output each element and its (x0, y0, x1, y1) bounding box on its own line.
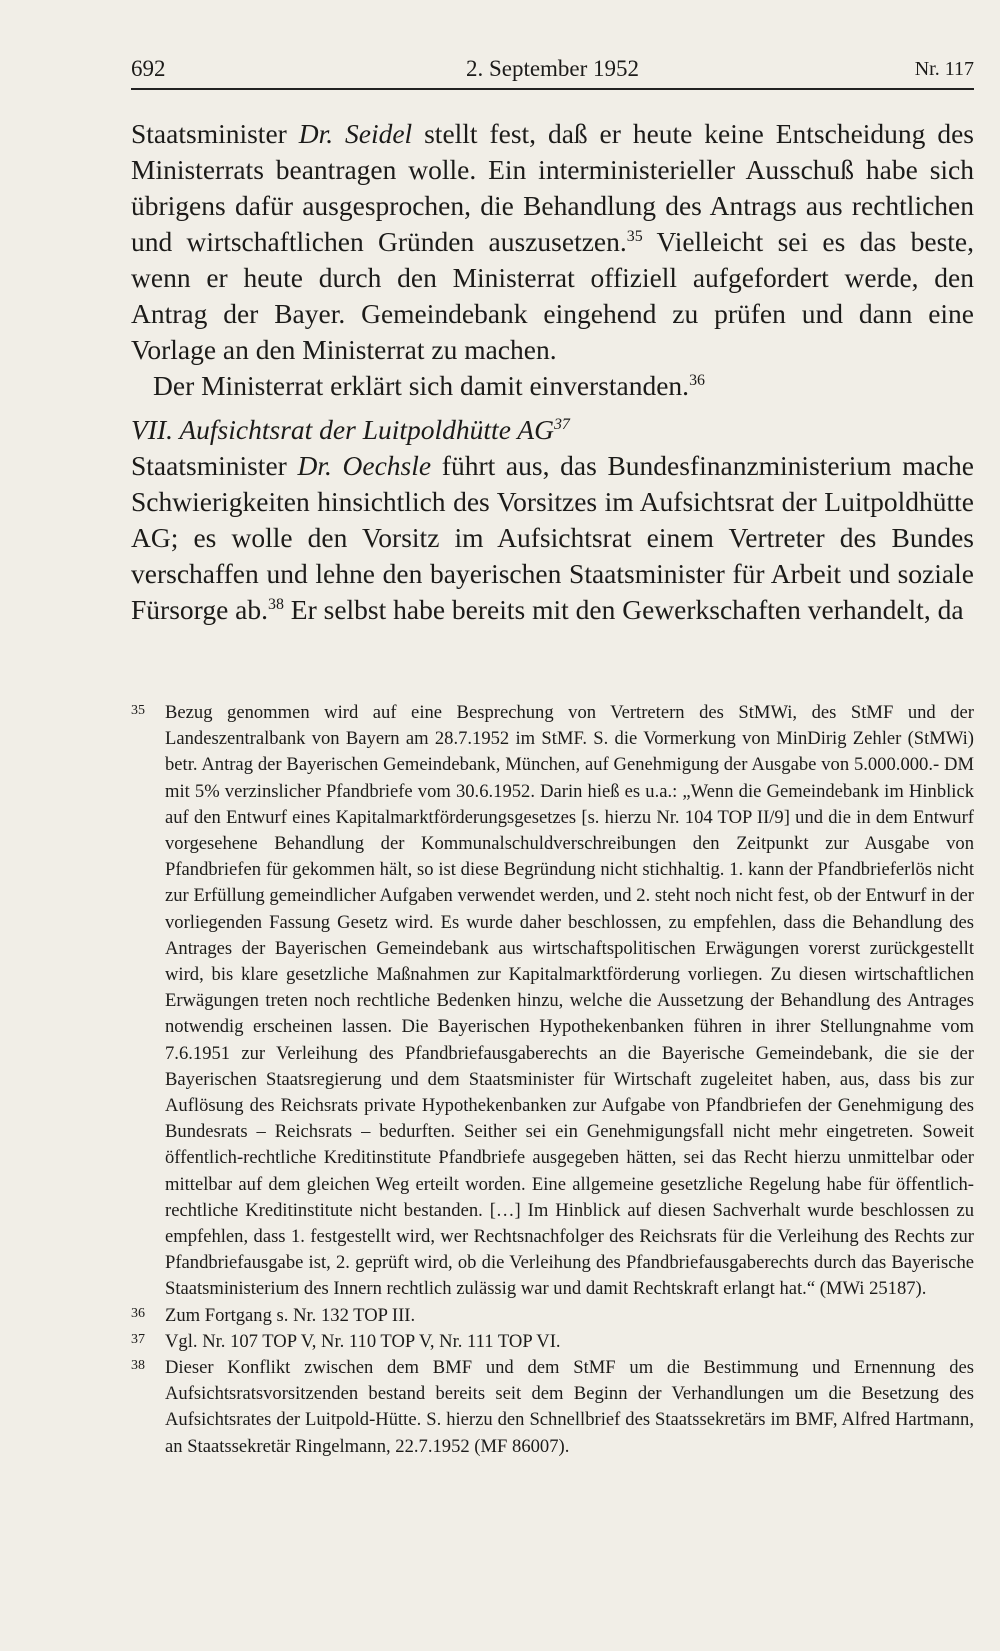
footnote-text: Bezug genommen wird auf eine Besprechung von Vertretern des StMWi, des StMF und der Landeszentralbank von Bayern am 28.7.1952 im StMF. S. die Vormerkung von MinDirig Zehler (StMWi) betr. Antrag der Bayerischen Gemeindebank, München, auf Genehmigung der Ausgabe von 5.000.000.- DM mit 5% verzinslicher Pfandbriefe vom 30.6.1952. Darin hieß es u.a.: „Wenn die Gemeindebank im Hinblick auf den Entwurf eines Kapitalmarktförderungsgesetzes [s. hierzu Nr. 104 TOP II/9] und die in dem Entwurf vorgesehene Behandlung der Kommunalschuldverschreibungen den Zeitpunkt zur Ausgabe von Pfandbriefen für gekommen hält, so ist diese Begründung nicht stichhaltig. 1. kann der Pfandbrieferlös nicht zur Erfüllung gemeindlicher Aufgaben verwendet werden, und 2. steht noch nicht fest, ob der Entwurf in der vorliegenden Fassung Gesetz wird. Es wurde daher beschlossen, zu empfehlen, dass die Behandlung des Antrages der Bayerischen Gemeindebank aus wirtschaftspolitischen Erwägungen vorerst zurückgestellt wird, bis klare gesetzliche Maßnahmen zur Kapitalmarktförderung vorliegen. Zu diesen wirtschaftlichen Erwägungen treten noch rechtliche Bedenken hinzu, welche die Aussetzung der Behandlung des Antrages notwendig erscheinen lassen. Die Bayerischen Hypothekenbanken führen in ihrer Stellungnahme vom 7.6.1951 zur Verleihung des Pfandbriefausgaberechts an die Bayerische Gemeindebank, die sie der Bayerischen Staatsregierung und dem Staatsminister für Wirtschaft zugeleitet haben, aus, dass bis zur Auflösung des Reichsrats private Hypothekenbanken zur Aufgabe von Pfandbriefen der Genehmigung des Bundesrats – Reichsrats – bedurften. Seither sei ein Genehmigungsfall nicht mehr eingetreten. Soweit öffentlich-rechtliche Kreditinstitute Pfandbriefe ausgegeben hätten, sei das Recht hierzu unmittelbar oder mittelbar auf dem gleichen Weg erteilt worden. Eine allgemeine gesetzliche Regelung habe für öffentlich-rechtliche Kreditinstitute nicht bestanden. […] Im Hinblick auf diesen Sachverhalt wurde beschlossen zu empfehlen, dass 1. festgestellt wird, wer Rechtsnachfolger des Reichsrats für die Verleihung des Rechts zur Pfandbriefausgabe ist, 2. geprüft wird, ob die Verleihung des Pfandbriefausgaberechts durch das Bayerische Staatsministerium des Innern rechtlich zulässig war und damit Rechtskraft erlangt hat.“ (MWi 25187). (165, 702, 974, 1300)
footnote-number: 38 (131, 1358, 145, 1374)
speaker-name: Dr. Seidel (298, 118, 413, 149)
text-run: Er selbst habe bereits mit den Gewerkschaften verhandelt, da (283, 594, 964, 625)
footnote (131, 1329, 974, 1355)
footnote-text: Zum Fortgang s. Nr. 132 TOP III. (165, 1304, 416, 1326)
footnote (131, 1303, 974, 1329)
footnote-text: Dieser Konflikt zwischen dem BMF und dem StMF um die Bestimmung und Ernennung des Aufsichtsratsvorsitzenden bestand bereits seit dem Beginn der Verhandlungen um die Besetzung des Aufsichtsrates der Luitpold-Hütte. S. hierzu den Schnellbrief des Staatssekretärs im BMF, Alfred Hartmann, an Staatssekretär Ringelmann, 22.7.1952 (MF 86007). (165, 1357, 974, 1457)
footnote-ref: 35 (626, 227, 643, 245)
footnote-ref: 37 (553, 415, 570, 433)
footnote-ref: 36 (689, 371, 705, 389)
issue-number: Nr. 117 (914, 58, 974, 80)
paragraph-decision (131, 368, 974, 404)
header-date: 2. September 1952 (465, 56, 640, 81)
footnote (131, 1355, 974, 1460)
section-heading (131, 412, 974, 448)
paragraph-oechsle (131, 448, 974, 628)
text-run: führt aus, das Bundesfinanzministerium mache Schwierigkeiten hinsichtlich des Vorsitzes im Aufsichtsrat der Luitpoldhütte AG; es wolle den Vorsitz im Aufsichtsrat einem Vertreter des Bundes verschaffen und lehne den bayerischen Staatsminister für Arbeit und soziale Fürsorge ab. (131, 450, 974, 625)
footnote-number: 36 (131, 1305, 145, 1321)
text-run: stellt fest, daß er heute keine Entscheidung des Ministerrats beantragen wolle. Ein interministerieller Ausschuß habe sich übrigens dafür ausgesprochen, die Behandlung des Antrags aus rechtlichen und wirtschaftlichen Gründen auszusetzen. (131, 118, 974, 257)
footnote (131, 700, 974, 1303)
page-header (131, 52, 974, 90)
text-run: Staatsminister (131, 450, 298, 481)
heading-text: VII. Aufsichtsrat der Luitpoldhütte AG (131, 414, 554, 445)
paragraph-seidel (131, 116, 974, 368)
footnote-text: Vgl. Nr. 107 TOP V, Nr. 110 TOP V, Nr. 111 TOP VI. (165, 1330, 561, 1352)
main-text (131, 116, 974, 628)
footnotes (131, 700, 974, 1460)
text-run: Vielleicht sei es das beste, wenn er heute durch den Ministerrat offiziell aufgefordert werde, den Antrag der Bayer. Gemeindebank eingehend zu prüfen und dann eine Vorlage an den Ministerrat zu machen. (131, 226, 974, 365)
footnote-ref: 38 (267, 595, 284, 613)
footnote-number: 37 (131, 1331, 145, 1347)
footnote-number: 35 (131, 703, 145, 718)
page-number: 692 (131, 56, 166, 81)
speaker-name: Dr. Oechsle (297, 450, 432, 481)
text-run: Staatsminister (131, 118, 299, 149)
text-run: Der Ministerrat erklärt sich damit einverstanden. (153, 370, 690, 401)
